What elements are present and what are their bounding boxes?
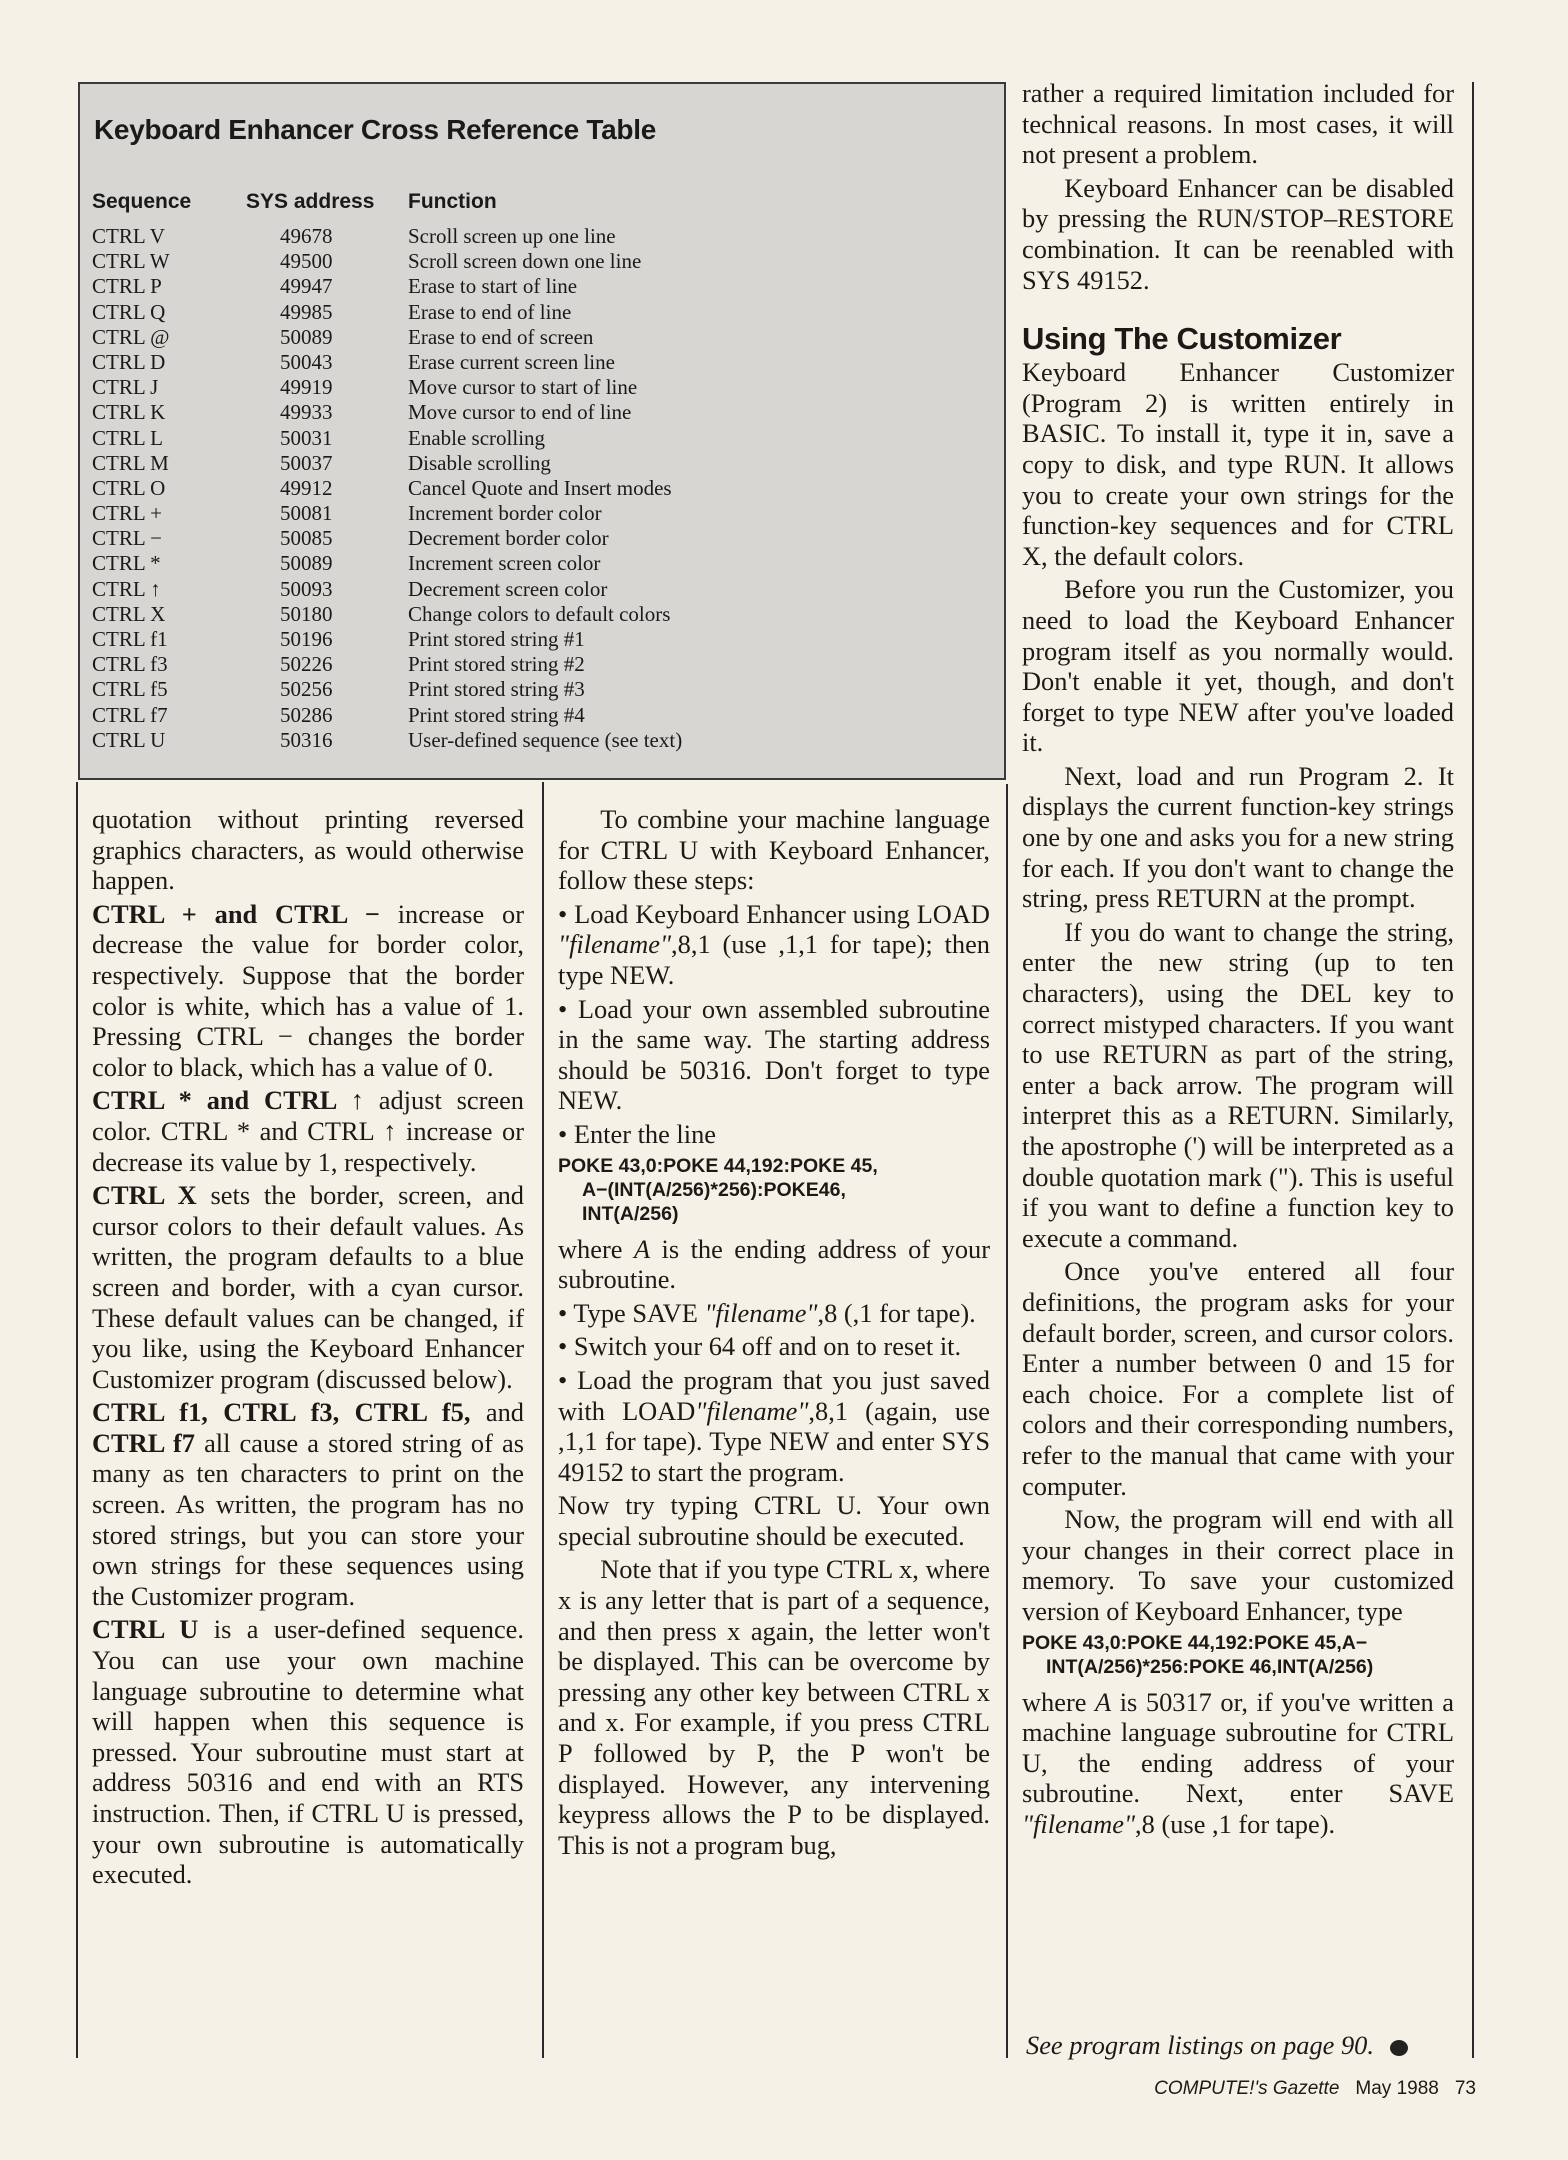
sequence-cell: CTRL O [92, 475, 166, 500]
sys-address-cell: 50286 [280, 702, 333, 727]
sequence-cell: CTRL L [92, 425, 163, 450]
code-line: POKE 43,0:POKE 44,192:POKE 45,A− [1022, 1631, 1368, 1654]
table-body [80, 224, 1004, 753]
paragraph-text: • Type SAVE [558, 1297, 705, 1328]
header-function: Function [408, 190, 497, 213]
column-rule-middle [542, 782, 544, 2058]
italic-text: A [633, 1233, 651, 1264]
issue-date: May 1988 [1355, 2078, 1439, 2099]
italic-text: A [1095, 1686, 1112, 1717]
step-item: • Switch your 64 off and on to reset it. [558, 1331, 962, 1362]
paragraph: To combine your machine language for CTRL U with Keyboard Enhancer, follow these steps: [558, 804, 990, 896]
paragraph: Once you've entered all four definitions, the program asks for your default border, screen, and cursor colors. Enter a number between 0 and 15 for each choice. For a complete list of colors and their corresponding numbers, refer to the manual that came with your computer. [1022, 1256, 1454, 1501]
sequence-cell: CTRL M [92, 450, 169, 475]
paragraph-text: ,8 (use ,1 for tape). [1135, 1808, 1336, 1839]
paragraph [92, 1085, 524, 1177]
sys-address-cell: 50043 [280, 349, 333, 374]
sys-address-cell: 50089 [280, 551, 333, 576]
paragraph-text: is the ending address of your subroutine. [558, 1233, 990, 1295]
paragraph-text: where [558, 1233, 634, 1264]
sys-address-cell: 50196 [280, 627, 333, 651]
table-row [80, 526, 1004, 551]
paragraph-text: all cause a stored string of as many as ten characters to print on the screen. As written, the program has no stored strings, but you can store your own strings for these sequences using the Customizer program. [92, 1427, 524, 1611]
function-cell: Decrement screen color [408, 576, 608, 601]
sys-address-cell: 49678 [280, 224, 333, 248]
function-cell: Erase to end of screen [408, 324, 594, 349]
sequence-cell: CTRL ↑ [92, 576, 161, 601]
sequence-cell: CTRL − [92, 526, 162, 551]
paragraph: Keyboard Enhancer Customizer (Program 2) is written entirely in BASIC. To install it, type it in, save a copy to disk, and type RUN. It allows you to create your own strings for the function-key sequences and for CTRL X, the default colors. [1022, 357, 1454, 571]
italic-text: "filename" [704, 1297, 818, 1328]
paragraph-text: is 50317 or, if you've written a machine language subroutine for CTRL U, the ending address of your subroutine. Next, enter SAVE [1022, 1686, 1454, 1809]
sequence-cell: CTRL f3 [92, 652, 168, 677]
paragraph: Keyboard Enhancer can be disabled by pressing the RUN/STOP–RESTORE combination. It can be reenabled with SYS 49152. [1022, 172, 1454, 295]
sequence-cell: CTRL P [92, 274, 162, 299]
header-sequence: Sequence [92, 190, 192, 213]
sequence-cell: CTRL K [92, 400, 166, 425]
column-rule-left [76, 782, 78, 2058]
sequence-cell: CTRL U [92, 727, 166, 752]
section-heading: Using The Customizer [1022, 321, 1342, 357]
paragraph [558, 1234, 990, 1295]
paragraph [92, 1614, 524, 1889]
step-item: • Load your own assembled subroutine in the same way. The starting address should be 50316. Don't forget to type NEW. [558, 993, 990, 1116]
paragraph-text: sets the border, screen, and cursor colors to their default values. As written, the program defaults to a blue screen and border, with a cyan cursor. These default values can be changed, if you like, using the Keyboard Enhancer Customizer program (discussed below). [92, 1180, 524, 1394]
code-line: INT(A/256) [582, 1202, 679, 1225]
paragraph-text: ,8 (,1 for tape). [817, 1297, 976, 1328]
function-cell: Scroll screen up one line [408, 224, 616, 248]
code-listing [558, 1154, 990, 1226]
table-row [80, 703, 1004, 728]
italic-text: "filename" [695, 1395, 809, 1426]
sequence-cell: CTRL f1 [92, 627, 168, 651]
sequence-cell: CTRL V [92, 224, 165, 248]
sys-address-cell: 49985 [280, 299, 333, 324]
table-row [80, 728, 1004, 753]
function-cell: Increment screen color [408, 551, 601, 576]
table-row [80, 400, 1004, 425]
sys-address-cell: 50081 [280, 501, 333, 526]
step-item [558, 1365, 990, 1487]
bold-lead: CTRL f1, CTRL f3, CTRL f5, [92, 1397, 471, 1428]
sys-address-cell: 49912 [280, 475, 333, 500]
paragraph: rather a required limitation included for technical reasons. In most cases, it will not present a problem. [1022, 78, 1454, 170]
page-number: 73 [1454, 2078, 1476, 2099]
paragraph-text: is a user-defined sequence. You can use your own machine language subroutine to determine what will happen when this sequence is pressed. Your subroutine must start at address 50316 and end with an RTS instruction. Then, if CTRL U is pressed, your own subroutine is automatically executed. [92, 1614, 524, 1890]
function-cell: Decrement border color [408, 526, 609, 551]
magazine-name: COMPUTE!'s Gazette [1154, 2078, 1340, 2099]
function-cell: Erase current screen line [408, 349, 615, 374]
table-row [80, 274, 1004, 299]
sys-address-cell: 50037 [280, 450, 333, 475]
function-cell: Print stored string #1 [408, 627, 585, 651]
paragraph: Now try typing CTRL U. Your own special subroutine should be executed. [558, 1490, 990, 1551]
function-cell: User-defined sequence (see text) [408, 727, 683, 752]
table-row [80, 577, 1004, 602]
table-row [80, 300, 1004, 325]
step-item [558, 899, 990, 991]
sequence-cell: CTRL @ [92, 324, 170, 349]
column-rule-outer [1472, 82, 1474, 2058]
paragraph [92, 899, 524, 1083]
paragraph-text: ,8,1 (again, use ,1,1 for tape). Type NEW and enter SYS 49152 to start the program. [558, 1395, 990, 1487]
table-row [80, 551, 1004, 576]
table-row [80, 602, 1004, 627]
column-rule-right [1006, 784, 1008, 2058]
italic-text: "filename" [1022, 1808, 1136, 1839]
function-cell: Disable scrolling [408, 450, 551, 475]
listing-reference [1026, 2030, 1458, 2061]
paragraph [92, 1180, 524, 1394]
sequence-cell: CTRL W [92, 249, 170, 274]
function-cell: Increment border color [408, 501, 602, 526]
bold-lead: CTRL f7 [92, 1427, 195, 1458]
code-line: A−(INT(A/256)*256):POKE46, [582, 1178, 846, 1201]
sys-address-cell: 50180 [280, 601, 333, 626]
bold-lead: CTRL + and CTRL − [92, 898, 380, 929]
paragraph: Next, load and run Program 2. It displays the current function-key strings one by one and asks you for a new string for each. If you don't want to change the string, press RETURN at the prompt. [1022, 760, 1454, 914]
table-title: Keyboard Enhancer Cross Reference Table [94, 114, 656, 145]
function-cell: Erase to start of line [408, 274, 578, 299]
bold-lead: CTRL U [92, 1614, 199, 1645]
function-cell: Print stored string #2 [408, 652, 585, 677]
code-line: POKE 43,0:POKE 44,192:POKE 45, [558, 1154, 878, 1177]
paragraph-text: increase or decrease the value for border color, respectively. Suppose that the border color is white, which has a value of 1. Pressing CTRL − changes the border color to black, which has a value of 0. [92, 898, 525, 1082]
sys-address-cell: 50316 [280, 727, 333, 752]
function-cell: Cancel Quote and Insert modes [408, 475, 672, 500]
sys-address-cell: 49500 [280, 249, 333, 274]
function-cell: Move cursor to start of line [408, 375, 638, 400]
paragraph-text: • Load Keyboard Enhancer using LOAD [558, 898, 990, 929]
function-cell: Enable scrolling [408, 425, 546, 450]
cross-reference-table [78, 82, 1006, 780]
sys-address-cell: 50226 [280, 652, 333, 677]
function-cell: Print stored string #4 [408, 702, 585, 727]
sequence-cell: CTRL f7 [92, 702, 168, 727]
column-1 [92, 804, 524, 1893]
sys-address-cell: 50089 [280, 324, 333, 349]
code-listing [1022, 1631, 1454, 1679]
step-item [558, 1298, 990, 1329]
sys-address-cell: 49919 [280, 375, 333, 400]
paragraph-text: • Load the program that you just saved with LOAD [558, 1364, 990, 1426]
sequence-cell: CTRL D [92, 349, 166, 374]
step-item: • Enter the line [558, 1118, 716, 1149]
table-row [80, 501, 1004, 526]
sequence-cell: CTRL Q [92, 299, 166, 324]
header-sys-address: SYS address [246, 190, 375, 213]
function-cell: Scroll screen down one line [408, 249, 642, 274]
table-row [80, 476, 1004, 501]
table-row [80, 627, 1004, 652]
italic-text: "filename" [558, 929, 672, 960]
paragraph-text: and [470, 1397, 524, 1428]
page-footer [1154, 2078, 1476, 2100]
column-2 [558, 804, 990, 1863]
function-cell: Move cursor to end of line [408, 400, 632, 425]
sys-address-cell: 50256 [280, 677, 333, 702]
bold-lead: CTRL X [92, 1180, 197, 1211]
sequence-cell: CTRL * [92, 551, 161, 576]
bold-lead: CTRL * and CTRL ↑ [92, 1085, 364, 1116]
function-cell: Print stored string #3 [408, 677, 585, 702]
sequence-cell: CTRL + [92, 501, 162, 526]
paragraph: quotation without printing reversed graphics characters, as would otherwise happen. [92, 804, 524, 896]
code-line: INT(A/256)*256:POKE 46,INT(A/256) [1046, 1655, 1374, 1678]
sys-address-cell: 49933 [280, 400, 333, 425]
sequence-cell: CTRL f5 [92, 677, 168, 702]
sys-address-cell: 50093 [280, 576, 333, 601]
paragraph-text: where [1022, 1686, 1096, 1717]
function-cell: Erase to end of line [408, 299, 572, 324]
sequence-cell: CTRL X [92, 601, 166, 626]
table-row [80, 325, 1004, 350]
table-row [80, 451, 1004, 476]
table-row [80, 350, 1004, 375]
table-row [80, 224, 1004, 249]
paragraph: If you do want to change the string, enter the new string (up to ten characters), using the DEL key to correct mistyped characters. If you want to use RETURN as part of the string, enter a back arrow. The program will interpret this as a RETURN. Similarly, the apostrophe (') will be interpreted as a double quotation mark ("). This is useful if you want to define a function key to execute a command. [1022, 916, 1454, 1253]
sequence-cell: CTRL J [92, 375, 159, 400]
table-row [80, 375, 1004, 400]
paragraph-text: ,8,1 (use ,1,1 for tape); then type NEW. [558, 929, 990, 990]
paragraph: Note that if you type CTRL x, where x is any letter that is part of a sequence, and then press x again, the letter won't be displayed. This can be overcome by pressing any other key between CTRL x and x. For example, if you press CTRL P followed by P, the P won't be displayed. However, any intervening keypress allows the P to be displayed. This is not a program bug, [558, 1554, 990, 1860]
table-row [80, 652, 1004, 677]
table-row [80, 426, 1004, 451]
sys-address-cell: 50031 [280, 425, 333, 450]
end-of-article-icon [1390, 2040, 1408, 2056]
paragraph: Before you run the Customizer, you need to load the Keyboard Enhancer program itself as you normally would. Don't enable it yet, though, and don't forget to type NEW after you've loaded it. [1022, 574, 1454, 758]
paragraph: Now, the program will end with all your changes in their correct place in memory. To save your customized version of Keyboard Enhancer, type [1022, 1504, 1454, 1626]
paragraph [1022, 1687, 1454, 1840]
paragraph-text: adjust screen color. CTRL * and CTRL ↑ increase or decrease its value by 1, respectively. [92, 1085, 524, 1177]
see-listings-text: See program listings on page 90. [1026, 2030, 1374, 2060]
sys-address-cell: 50085 [280, 526, 333, 551]
column-3 [1022, 78, 1454, 1842]
function-cell: Change colors to default colors [408, 601, 671, 626]
table-row [80, 677, 1004, 702]
paragraph [92, 1397, 524, 1611]
table-row [80, 249, 1004, 274]
sys-address-cell: 49947 [280, 274, 333, 299]
